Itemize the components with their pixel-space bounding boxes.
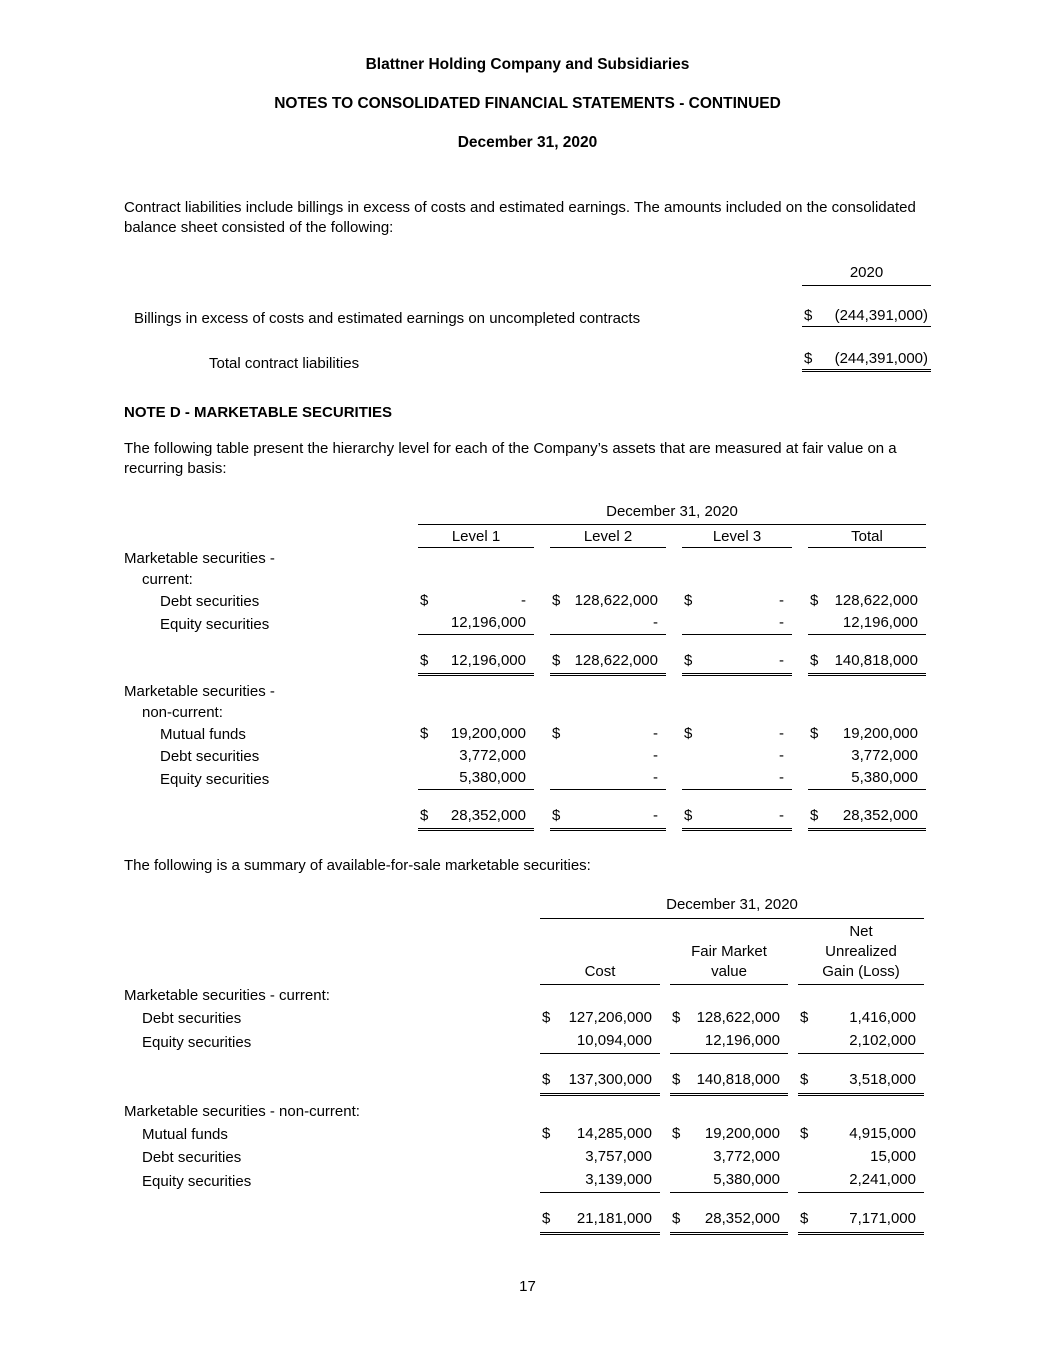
table-row-subtotal-current — [124, 1069, 931, 1096]
row-label: Equity securities — [160, 616, 270, 633]
column-header-label: value — [711, 963, 747, 980]
column-header-net-unrealized-gain-loss — [798, 922, 924, 985]
currency-symbol: $ — [800, 1210, 809, 1227]
group-label-row — [124, 548, 931, 569]
table-row-equity-securities — [124, 767, 931, 790]
table-row-total — [124, 350, 931, 372]
amount-cell — [798, 1007, 924, 1030]
group-label: non-current: — [142, 704, 223, 721]
table-date-header-row — [124, 894, 931, 919]
amount-cell — [682, 590, 792, 612]
table-row-mutual-funds — [124, 1123, 931, 1146]
amount-cell — [540, 1146, 660, 1169]
row-label: Equity securities — [142, 1034, 252, 1051]
year-column-header: 2020 — [802, 264, 931, 286]
table-column-header-row — [124, 525, 931, 548]
group-label-row — [124, 985, 931, 1007]
fair-value-hierarchy-table — [124, 501, 931, 831]
currency-symbol: $ — [800, 1009, 809, 1026]
amount-cell — [682, 767, 792, 790]
currency-symbol: $ — [810, 592, 819, 609]
table-row-subtotal-noncurrent — [124, 1208, 931, 1235]
currency-symbol: $ — [672, 1210, 681, 1227]
amount-cell — [808, 612, 926, 635]
amount-value: 140,818,000 — [834, 652, 918, 669]
table-row-debt-securities — [124, 590, 931, 612]
currency-symbol: $ — [542, 1210, 551, 1227]
amount-cell — [798, 1030, 924, 1054]
table-header-row — [124, 264, 931, 286]
table-row-debt-securities — [124, 745, 931, 767]
row-label: Equity securities — [142, 1173, 252, 1190]
amount-cell — [670, 1146, 788, 1169]
table-row-subtotal-noncurrent — [124, 805, 931, 831]
group-label-row — [124, 702, 931, 723]
amount-value: 12,196,000 — [450, 652, 526, 669]
amount-value: 12,196,000 — [842, 614, 918, 631]
row-label: Debt securities — [160, 748, 260, 765]
currency-symbol: $ — [684, 592, 693, 609]
amount-cell — [682, 723, 792, 745]
group-label-row — [124, 681, 931, 702]
amount-value: 28,352,000 — [450, 807, 526, 824]
amount-cell — [550, 767, 666, 790]
currency-symbol: $ — [684, 652, 693, 669]
amount-value: 3,757,000 — [585, 1148, 652, 1165]
amount-value: 28,352,000 — [842, 807, 918, 824]
currency-symbol: $ — [552, 725, 561, 742]
amount-cell — [550, 612, 666, 635]
currency-symbol: $ — [420, 592, 429, 609]
amount-cell — [808, 723, 926, 745]
amount-value: 5,380,000 — [851, 769, 918, 786]
amount-value: - — [653, 769, 658, 786]
amount-value: - — [779, 652, 784, 669]
column-header-level2: Level 2 — [550, 526, 666, 548]
currency-symbol: $ — [810, 807, 819, 824]
amount-value: - — [779, 769, 784, 786]
column-header-label: Net — [849, 923, 873, 940]
amount-value: 128,622,000 — [574, 652, 658, 669]
amount-cell — [682, 612, 792, 635]
amount-cell — [798, 1169, 924, 1193]
amount-value: 28,352,000 — [704, 1210, 780, 1227]
amount-cell — [418, 805, 534, 831]
amount-cell — [798, 1123, 924, 1146]
amount-cell — [540, 1030, 660, 1054]
currency-symbol: $ — [420, 652, 429, 669]
amount-cell — [418, 723, 534, 745]
amount-cell — [798, 1146, 924, 1169]
amount-value: - — [779, 725, 784, 742]
amount-cell — [418, 612, 534, 635]
currency-symbol: $ — [810, 725, 819, 742]
table-row-billings — [124, 307, 931, 327]
amount-value: - — [653, 807, 658, 824]
amount-value: 15,000 — [870, 1148, 916, 1165]
amount-value: 19,200,000 — [704, 1125, 780, 1142]
note-d-heading: NOTE D - MARKETABLE SECURITIES — [124, 404, 393, 421]
amount-cell — [418, 745, 534, 767]
amount-value: 3,772,000 — [851, 747, 918, 764]
group-label: Marketable securities - non-current: — [124, 1103, 360, 1120]
group-label-row — [124, 569, 931, 590]
amount-cell — [550, 590, 666, 612]
column-header-label: Gain (Loss) — [822, 963, 900, 980]
amount-value: - — [653, 725, 658, 742]
amount-cell — [540, 1169, 660, 1193]
currency-symbol: $ — [420, 725, 429, 742]
amount-cell — [550, 723, 666, 745]
amount-value: 128,622,000 — [574, 592, 658, 609]
column-header-fair-market-value — [670, 942, 788, 985]
row-label: Mutual funds — [160, 726, 246, 743]
column-header-label: Unrealized — [825, 943, 897, 960]
amount-value: 5,380,000 — [459, 769, 526, 786]
currency-symbol: $ — [672, 1125, 681, 1142]
amount-cell — [540, 1123, 660, 1146]
table-row-debt-securities — [124, 1146, 931, 1169]
currency-symbol: $ — [542, 1125, 551, 1142]
currency-symbol: $ — [420, 807, 429, 824]
amount-cell — [540, 1208, 660, 1235]
amount-cell — [798, 1208, 924, 1235]
amount-cell — [682, 650, 792, 676]
amount-value: (244,391,000) — [834, 350, 928, 367]
amount-value: - — [779, 592, 784, 609]
row-label: Debt securities — [160, 593, 260, 610]
amount-value: 21,181,000 — [576, 1210, 652, 1227]
amount-value: - — [521, 592, 526, 609]
amount-cell — [540, 1069, 660, 1096]
hierarchy-intro-paragraph: The following table present the hierarchy level for each of the Company’s assets that are measured at fair value on a recurring basis: — [124, 440, 897, 477]
available-for-sale-table — [124, 894, 931, 1235]
amount-value: - — [779, 614, 784, 631]
group-label-row — [124, 1101, 931, 1123]
table-row-equity-securities — [124, 1169, 931, 1193]
amount-value: 14,285,000 — [576, 1125, 652, 1142]
amount-value: 19,200,000 — [450, 725, 526, 742]
amount-value: 12,196,000 — [704, 1032, 780, 1049]
page-number: 17 — [519, 1278, 536, 1295]
amount-cell — [808, 767, 926, 790]
amount-value: 2,241,000 — [849, 1171, 916, 1188]
amount-cell — [550, 650, 666, 676]
amount-value: 127,206,000 — [568, 1009, 652, 1026]
amount-value: 10,094,000 — [576, 1032, 652, 1049]
amount-cell — [550, 745, 666, 767]
amount-value: 5,380,000 — [713, 1171, 780, 1188]
table-row-mutual-funds — [124, 723, 931, 745]
amount-cell — [682, 805, 792, 831]
amount-cell — [418, 650, 534, 676]
currency-symbol: $ — [684, 725, 693, 742]
amount-cell — [540, 1007, 660, 1030]
contract-liabilities-table — [124, 264, 931, 372]
currency-symbol: $ — [552, 807, 561, 824]
table-row-subtotal-current — [124, 650, 931, 676]
summary-intro-paragraph: The following is a summary of available-for-sale marketable securities: — [124, 857, 591, 874]
currency-symbol: $ — [542, 1009, 551, 1026]
column-header-level1: Level 1 — [418, 526, 534, 548]
group-label: current: — [142, 571, 193, 588]
amount-value: 3,772,000 — [713, 1148, 780, 1165]
amount-value: 3,139,000 — [585, 1171, 652, 1188]
currency-symbol: $ — [804, 307, 813, 324]
company-name: Blattner Holding Company and Subsidiaries — [365, 56, 690, 73]
row-amount — [802, 307, 931, 327]
amount-cell — [798, 1069, 924, 1096]
amount-cell — [418, 590, 534, 612]
row-label: Debt securities — [142, 1010, 242, 1027]
amount-cell — [670, 1208, 788, 1235]
amount-cell — [808, 805, 926, 831]
currency-symbol: $ — [672, 1071, 681, 1088]
amount-value: 1,416,000 — [849, 1009, 916, 1026]
row-label: Debt securities — [142, 1149, 242, 1166]
table-row-debt-securities — [124, 1007, 931, 1030]
intro-paragraph: Contract liabilities include billings in excess of costs and estimated earnings. The amounts included on the consolidated balance sheet consisted of the following: — [124, 199, 916, 236]
amount-cell — [808, 650, 926, 676]
amount-value: - — [653, 747, 658, 764]
amount-cell — [550, 805, 666, 831]
column-header-cost — [540, 962, 660, 985]
column-header-total: Total — [808, 526, 926, 548]
amount-value: 140,818,000 — [696, 1071, 780, 1088]
document-title: NOTES TO CONSOLIDATED FINANCIAL STATEMENTS - CONTINUED — [274, 95, 781, 112]
table-row-equity-securities — [124, 612, 931, 635]
amount-cell — [808, 590, 926, 612]
amount-cell — [670, 1030, 788, 1054]
currency-symbol: $ — [552, 652, 561, 669]
column-header-label: Fair Market — [691, 943, 767, 960]
table-column-header-row — [124, 922, 931, 985]
amount-cell — [418, 767, 534, 790]
row-label: Total contract liabilities — [209, 355, 360, 372]
amount-value: (244,391,000) — [834, 307, 928, 324]
currency-symbol: $ — [800, 1071, 809, 1088]
document-date: December 31, 2020 — [457, 134, 598, 151]
amount-cell — [670, 1123, 788, 1146]
currency-symbol: $ — [552, 592, 561, 609]
amount-cell — [682, 745, 792, 767]
amount-value: - — [653, 614, 658, 631]
amount-value: 2,102,000 — [849, 1032, 916, 1049]
amount-value: 3,772,000 — [459, 747, 526, 764]
currency-symbol: $ — [684, 807, 693, 824]
amount-cell — [670, 1169, 788, 1193]
amount-cell — [670, 1007, 788, 1030]
currency-symbol: $ — [810, 652, 819, 669]
amount-value: 7,171,000 — [849, 1210, 916, 1227]
currency-symbol: $ — [672, 1009, 681, 1026]
amount-value: 128,622,000 — [834, 592, 918, 609]
amount-value: 128,622,000 — [696, 1009, 780, 1026]
group-label: Marketable securities - — [124, 683, 275, 700]
amount-value: 12,196,000 — [450, 614, 526, 631]
currency-symbol: $ — [542, 1071, 551, 1088]
amount-value: 19,200,000 — [842, 725, 918, 742]
table-row-equity-securities — [124, 1030, 931, 1054]
amount-value: 137,300,000 — [568, 1071, 652, 1088]
amount-value: - — [779, 747, 784, 764]
column-header-level3: Level 3 — [682, 526, 792, 548]
table-date-header-row — [124, 501, 931, 525]
table-date-header: December 31, 2020 — [540, 894, 924, 919]
amount-value: - — [779, 807, 784, 824]
amount-cell — [808, 745, 926, 767]
amount-value: 3,518,000 — [849, 1071, 916, 1088]
row-label: Equity securities — [160, 771, 270, 788]
row-label: Billings in excess of costs and estimated earnings on uncompleted contracts — [134, 310, 641, 327]
row-label: Mutual funds — [142, 1126, 228, 1143]
group-label: Marketable securities - current: — [124, 987, 330, 1004]
table-date-header: December 31, 2020 — [418, 501, 926, 525]
column-header-label: Cost — [584, 963, 616, 980]
group-label: Marketable securities - — [124, 550, 275, 567]
amount-cell — [670, 1069, 788, 1096]
amount-value: 4,915,000 — [849, 1125, 916, 1142]
currency-symbol: $ — [800, 1125, 809, 1142]
row-amount — [802, 350, 931, 372]
currency-symbol: $ — [804, 350, 813, 367]
